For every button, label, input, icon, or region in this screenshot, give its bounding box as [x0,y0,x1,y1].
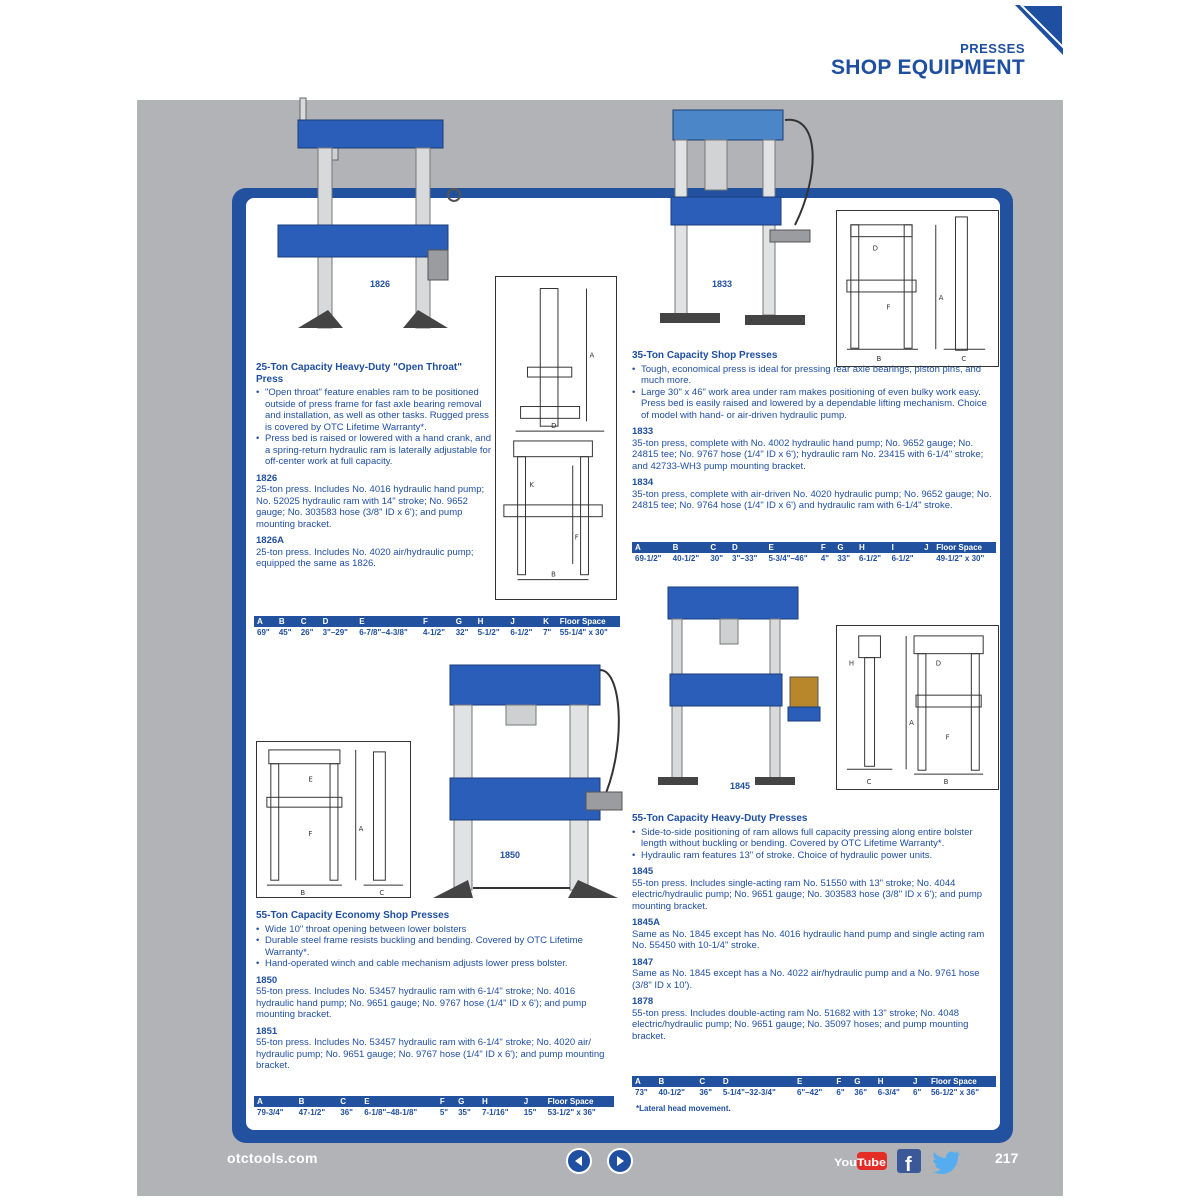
table-cell: 36" [340,1108,353,1117]
diagram-1826 [495,276,617,600]
diagram-1845 [836,625,999,790]
table-header: Floor Space [933,542,996,553]
facebook-icon-label: f [905,1154,912,1174]
svg-text:F: F [308,829,313,838]
footer-site-link[interactable]: otctools.com [227,1150,318,1166]
press-1826-photo [268,90,468,340]
model-description: 35-ton press, complete with No. 4002 hydraulic hand pump; No. 9652 gauge; No. 24815 tee; No. 9767 hose (1/4" ID x 6'); hydraulic ram No. 23415 with 6-1/4" stroke; and 42733-WH3 pump mounting bracket. [632,437,984,472]
page-title: SHOP EQUIPMENT [830,56,1025,79]
table-header: J [521,1096,545,1107]
table-cell: 6-3/4" [877,1088,900,1097]
table-header: Floor Space [557,616,620,627]
table-cell: 6-1/2" [510,628,533,637]
svg-text:D: D [935,659,942,668]
section-25-ton [256,362,492,570]
table-cell: 36" [699,1088,713,1097]
svg-text:A: A [909,718,914,727]
table-cell: 30" [710,554,724,563]
model-number: 1845A [632,917,660,928]
table-header: J [921,542,933,553]
section-25-bullet: • Press bed is raised or lowered with a hand crank, and a spring-return hydraulic ram is laterally adjustable for off-center work at full capacity. [256,433,492,468]
press-1833-photo [635,105,825,345]
table-cell: 73" [635,1088,648,1097]
table-cell: 36" [854,1088,867,1097]
table-header: A [254,1096,296,1107]
prev-page-button[interactable] [566,1148,592,1174]
table-header: F [818,542,835,553]
model-number: 1850 [256,974,278,986]
diagram-1833 [836,210,999,367]
table-header: F [833,1076,851,1087]
section-55-title: 55-Ton Capacity Economy Shop Presses [256,910,450,921]
spec-table-25 [254,616,620,638]
table-row [632,1087,996,1098]
svg-text:B: B [876,355,882,364]
table-header: E [765,542,817,553]
model-description: 25-ton press. Includes No. 4016 hydraulic hand pump; No. 52025 hydraulic ram with 14" stroke; No. 9652 gauge; No. 303583 hose (3/8" ID x 6'); and pump mounting bracket. [256,484,485,530]
table-header: D [720,1076,794,1087]
svg-text:C: C [866,778,872,787]
table-header: F [420,616,453,627]
table-cell: 47-1/2" [298,1108,326,1117]
table-cell: 49-1/2" x 30" [936,554,985,563]
model-number: 1826 [256,472,278,484]
section-25-title: 25-Ton Capacity Heavy-Duty "Open Throat" Press [256,362,463,385]
model-description: 55-ton press. Includes double-acting ram No. 51682 with 13" stroke; No. 4048 electric/hydraulic pump; No. 9651 gauge; No. 35097 hoses; and pump mounting bracket. [632,1007,969,1042]
model-number: 1851 [256,1025,278,1037]
table-cell: 5-3/4"–46" [768,554,808,563]
table-cell: 4-1/2" [422,628,446,637]
model-number: 1833 [632,426,654,437]
press-1850-photo [428,660,628,905]
svg-text:D: D [551,422,557,431]
table-header: A [632,1076,656,1087]
facebook-icon [897,1148,921,1174]
model-number: 1847 [632,956,654,968]
section-55-ton-heavy-duty [632,813,996,1042]
table-cell: 32" [455,628,469,637]
table-header: B [276,616,298,627]
youtube-icon-label: YouTube [834,1157,886,1169]
table-header: H [856,542,889,553]
table-cell: 33" [837,554,851,563]
table-header: C [707,542,729,553]
section-25-bullet: • "Open throat" feature enables ram to be positioned outside of press frame for fast axle bearing removal and installation, as well as other tasks. Rugged press is covered by OTC Lifetime Warranty*. [256,387,492,433]
table-cell: 4" [820,554,830,563]
page-number: 217 [995,1150,1019,1166]
table-header: G [455,1096,479,1107]
table-header: K [540,616,557,627]
press-1845-photo [650,582,830,792]
section-heavy-bullet: • Side-to-side positioning of ram allows full capacity pressing along entire bolster length without buckling or bending. Covered by OTC Lifetime Warranty*. [632,827,996,850]
section-35-ton [632,350,996,512]
table-header: B [670,542,708,553]
table-header: H [479,1096,521,1107]
section-55-bullet: • Wide 10" throat opening between lower bolsters [256,924,612,936]
table-cell: 69-1/2" [635,554,662,563]
section-category: PRESSES [960,41,1025,56]
svg-text:E: E [308,775,313,784]
table-header: I [889,542,922,553]
section-55-ton-economy [256,910,612,1072]
table-cell: 69" [257,628,270,637]
table-header: D [729,542,765,553]
svg-text:B: B [551,570,556,579]
table-cell: 5-1/2" [477,628,500,637]
youtube-button[interactable] [833,1148,887,1174]
table-row [254,627,620,638]
section-55-bullet: • Durable steel frame resists buckling and bending. Covered by OTC Lifetime Warranty*. [256,935,612,958]
model-description: 35-ton press, complete with air-driven No. 4020 hydraulic pump; No. 9652 gauge; No. 24815 tee; No. 9764 hose (1/4" ID x 6') and hydraulic ram with 6-1/4" stroke. [632,488,992,511]
model-description: 55-ton press. Includes No. 53457 hydraulic ram with 6-1/4" stroke; No. 4016 hydraulic hand pump; No. 9651 gauge; No. 9767 hose (1/4" ID x 6'); and pump mounting bracket. [256,986,587,1020]
table-cell: 26" [300,628,314,637]
table-cell: 6" [913,1088,922,1097]
table-header: B [656,1076,697,1087]
table-cell: 15" [523,1108,537,1117]
svg-text:B: B [300,889,306,897]
table-cell: 6"–42" [796,1088,823,1097]
footnote: *Lateral head movement. [636,1104,731,1113]
table-header: C [337,1096,361,1107]
svg-text:A: A [589,351,595,360]
model-number: 1834 [632,477,654,488]
spec-table-55 [254,1096,614,1118]
svg-text:A: A [358,824,364,833]
table-header: A [254,616,276,627]
table-row [254,1107,614,1118]
table-header: F [437,1096,455,1107]
table-header: B [296,1096,338,1107]
section-35-bullet: • Tough, economical press is ideal for pressing rear axle bearings, piston pins, and much more. [632,364,996,387]
table-cell: 6" [836,1088,845,1097]
table-header: D [320,616,357,627]
table-cell: 7" [543,628,552,637]
svg-text:F: F [945,733,950,742]
svg-text:A: A [938,293,944,302]
table-row [632,553,996,564]
table-header: G [453,616,475,627]
table-header: E [794,1076,833,1087]
table-cell: 6-1/2" [891,554,914,563]
svg-text:B: B [943,778,949,787]
section-35-title: 35-Ton Capacity Shop Presses [632,350,778,361]
model-number: 1878 [632,996,654,1007]
photo-label-1826: 1826 [370,279,391,289]
table-header: E [356,616,420,627]
table-header: H [475,616,508,627]
table-header: J [507,616,540,627]
twitter-bird-icon [931,1148,963,1174]
table-header: C [298,616,320,627]
twitter-button[interactable] [931,1148,963,1174]
next-page-button[interactable] [607,1148,633,1174]
table-cell: 3"–29" [322,628,348,637]
table-header: G [851,1076,875,1087]
table-cell: 79-3/4" [257,1108,284,1117]
facebook-button[interactable] [897,1148,921,1174]
table-cell: 56-1/2" x 36" [930,1088,979,1097]
table-cell [921,553,933,564]
table-cell: 35" [458,1108,471,1117]
model-number: 1826A [256,535,284,546]
table-header: J [910,1076,928,1087]
next-arrow-icon [609,1150,631,1172]
table-cell: 6-7/8"–4-3/8" [359,628,408,637]
table-cell: 5-1/4"–32-3/4" [722,1088,776,1097]
svg-text:K: K [529,481,534,490]
model-description: 55-ton press. Includes No. 53457 hydraulic ram with 6-1/4" stroke; No. 4020 air/ hydraulic pump; No. 9651 gauge; No. 9767 hose (1/4" ID x 6'); and pump mounting bracket. [256,1037,605,1071]
table-header: Floor Space [928,1076,996,1087]
svg-text:C: C [379,889,385,897]
photo-label-1833: 1833 [712,279,733,289]
table-cell: 40-1/2" [658,1088,685,1097]
table-cell: 5" [439,1108,449,1117]
section-35-bullet: • Large 30" x 46" work area under ram makes positioning of even bulky work easy. Press bed is easily raised and lowered by a dependable lifting mechanism. Choice of model with hand- or air-driven hydraulic pump. [632,387,996,422]
table-cell: 6-1/2" [859,554,882,563]
model-number: 1845 [632,866,654,877]
table-cell: 7-1/16" [482,1108,509,1117]
table-cell: 55-1/4" x 30" [559,628,608,637]
photo-label-1845: 1845 [730,781,751,791]
svg-text:F: F [886,303,891,312]
table-header: H [875,1076,910,1087]
table-header: G [834,542,856,553]
prev-arrow-icon [568,1150,590,1172]
svg-text:H: H [848,659,855,668]
diagram-1850 [256,741,411,898]
table-cell: 53-1/2" x 36" [547,1108,596,1117]
table-cell: 40-1/2" [672,554,700,563]
section-heavy-bullet: • Hydraulic ram features 13" of stroke. Choice of hydraulic power units. [632,850,996,862]
model-description: 55-ton press. Includes single-acting ram No. 51550 with 13" stroke; No. 4044 electric/hydraulic pump; No. 9651 gauge; No. 303583 hose (3/8" ID x 6'); and pump mounting bracket. [632,877,983,912]
svg-text:C: C [961,355,967,364]
model-description: 25-ton press. Includes No. 4020 air/hydraulic pump; equipped the same as 1826. [256,546,474,569]
table-cell: 3"–33" [732,554,758,563]
table-header: C [696,1076,720,1087]
table-header: E [361,1096,437,1107]
model-description: Same as No. 1845 except has No. 4016 hydraulic hand pump and single acting ram No. 55450 with 10-1/4" stroke. [632,928,985,951]
section-heavy-title: 55-Ton Capacity Heavy-Duty Presses [632,813,808,824]
table-cell: 6-1/8"–48-1/8" [364,1108,418,1117]
table-cell: 45" [278,628,292,637]
spec-table-heavy [632,1076,996,1098]
svg-text:D: D [872,244,878,253]
model-description: Same as No. 1845 except has a No. 4022 air/hydraulic pump and a No. 9761 hose (3/8" ID x 10'). [632,968,980,991]
section-55-bullet: • Hand-operated winch and cable mechanism adjusts lower press bolster. [256,958,612,970]
table-header: A [632,542,670,553]
youtube-icon [833,1148,887,1174]
table-header: Floor Space [545,1096,614,1107]
spec-table-35 [632,542,996,564]
photo-label-1850: 1850 [500,850,521,860]
svg-text:F: F [574,533,579,542]
